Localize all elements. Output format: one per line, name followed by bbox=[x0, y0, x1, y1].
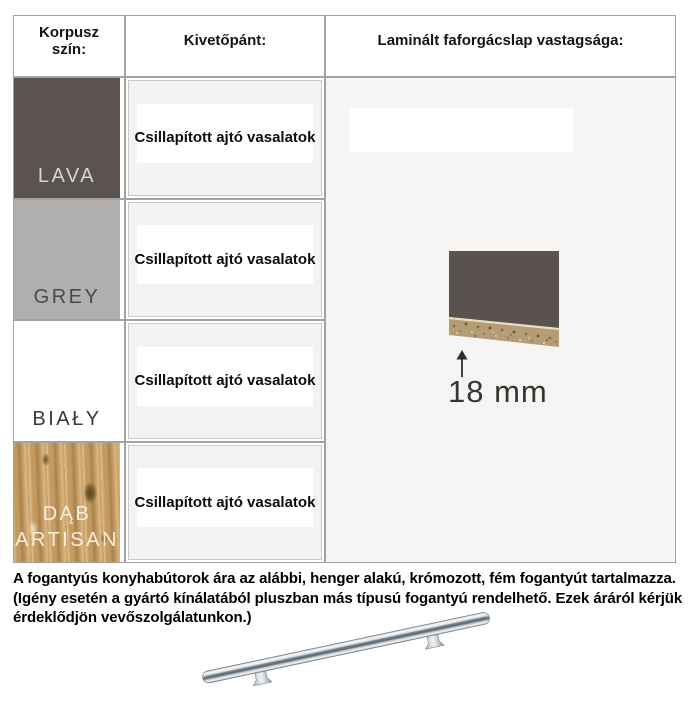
header-hinge-label: Kivetőpánt: bbox=[183, 32, 267, 50]
thickness-value: 18 mm bbox=[448, 374, 548, 409]
header-body-color-label: Korpusz szín: bbox=[39, 23, 99, 58]
swatch-cell-bialy bbox=[13, 320, 125, 442]
color-swatch-lava bbox=[14, 78, 120, 198]
hinge-text: Csillapított ajtó vasalatok bbox=[134, 493, 316, 511]
chipboard-board-graphic bbox=[446, 248, 564, 350]
hinge-cell-dab-artisan bbox=[125, 442, 325, 564]
footer-line-1: A fogantyús konyhabútorok ára az alábbi, henger alakú, krómozott, fém fogantyút tartalmazza. bbox=[13, 570, 676, 587]
header-board-thickness bbox=[325, 15, 676, 77]
white-patch bbox=[349, 108, 573, 152]
footer-line-2: (Igény esetén a gyártó kínálatából pluszban más típusú fogantyú rendelhető. Ezek áráról kérjük bbox=[13, 589, 683, 607]
product-spec-table bbox=[13, 15, 676, 563]
hinge-text: Csillapított ajtó vasalatok bbox=[134, 372, 316, 390]
thickness-cell bbox=[325, 77, 676, 563]
hinge-box bbox=[128, 80, 322, 196]
hinge-cell-lava bbox=[125, 77, 325, 199]
swatch-label-grey: GREY bbox=[33, 286, 101, 308]
color-swatch-bialy bbox=[14, 321, 120, 441]
footer-line-3: érdeklődjön vevőszolgálatunkon.) bbox=[13, 609, 252, 626]
header-hinge bbox=[125, 15, 325, 77]
swatch-cell-grey bbox=[13, 199, 125, 321]
hinge-text: Csillapított ajtó vasalatok bbox=[134, 129, 316, 147]
chrome-handle-image bbox=[190, 600, 510, 705]
color-swatch-grey bbox=[14, 200, 120, 320]
hinge-box bbox=[128, 323, 322, 439]
swatch-cell-dab-artisan bbox=[13, 442, 125, 564]
swatch-label-lava: LAVA bbox=[37, 164, 97, 187]
swatch-label-bialy: BIAŁY bbox=[32, 407, 102, 430]
hinge-cell-grey bbox=[125, 199, 325, 321]
hinge-cell-bialy bbox=[125, 320, 325, 442]
hinge-box bbox=[128, 445, 322, 561]
color-swatch-dab-artisan bbox=[14, 443, 120, 563]
hinge-box bbox=[128, 202, 322, 318]
header-board-thickness-label: Laminált faforgácslap vastagsága: bbox=[377, 32, 624, 50]
hinge-text: Csillapított ajtó vasalatok bbox=[134, 250, 316, 268]
chipboard-illustration bbox=[446, 248, 564, 355]
swatch-label-dab-artisan: DĄB ARTISAN bbox=[15, 503, 119, 551]
header-body-color bbox=[13, 15, 125, 77]
swatch-cell-lava bbox=[13, 77, 125, 199]
